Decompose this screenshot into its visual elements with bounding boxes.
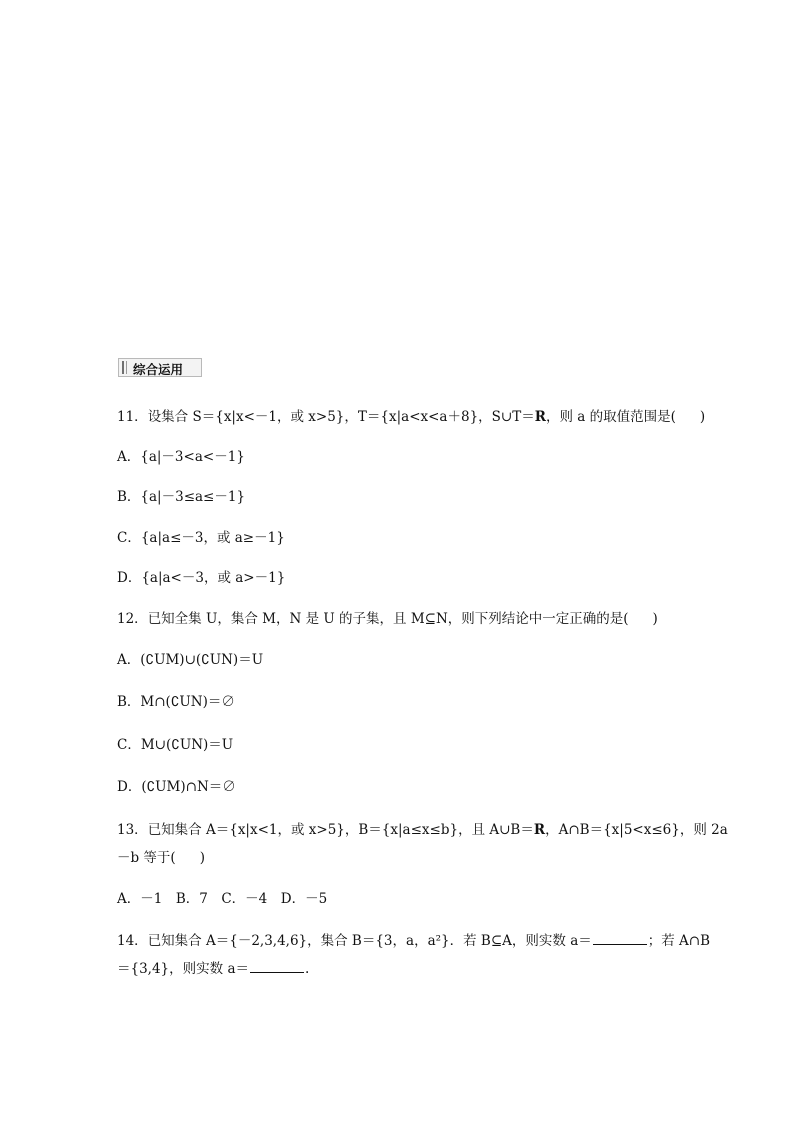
option-a: A．{a|－3<a<－1} [117,449,245,465]
section-header [118,358,202,377]
question-13-options: A．－1 B．7 C．－4 D．－5 [117,891,328,907]
question-number: 14． [117,933,148,949]
section-header-bar [122,361,124,374]
question-text: －b 等于( [117,850,176,866]
option-a: A．(∁UM)∪(∁UN)＝U [117,652,264,668]
real-numbers-symbol: R [534,409,546,425]
question-text: ，则 a 的取值范围是( [545,409,676,425]
question-text: 设集合 S＝{x|x<－1，或 x>5}，T＝{x|a<x<a＋8}，S∪T＝ [147,409,535,425]
question-text: ，A∩B＝{x|5<x≤6}，则 2a [545,822,728,838]
question-14-stem-cont [117,960,309,978]
real-numbers-symbol: R [533,822,546,838]
answer-blank[interactable] [250,960,304,973]
question-number: 13． [117,822,148,838]
close-paren: ) [199,850,205,866]
question-13-stem-cont [117,849,205,867]
question-text: 已知全集 U，集合 M，N 是 U 的子集，且 M⊆N，则下列结论中一定正确的是( [147,611,629,627]
question-12-stem [117,610,658,628]
section-title: 综合运用 [133,362,184,377]
question-13-stem [117,821,728,839]
section-header-bar [126,361,127,374]
option-b: B．{a|－3≤a≤－1} [117,489,246,505]
option-d: D．(∁UM)∩N＝∅ [117,779,236,795]
question-number: 11． [117,409,148,425]
option-d: D．{a|a<－3，或 a>－1} [117,570,286,586]
period: . [305,961,310,977]
question-text: ；若 A∩B [647,933,711,949]
question-number: 12． [117,611,148,627]
question-text: 已知集合 A＝{－2,3,4,6}，集合 B＝{3，a，a²}．若 B⊆A，则实数 a＝ [147,933,592,949]
close-paren: ) [652,611,658,627]
option-c: C．{a|a≤－3，或 a≥－1} [117,530,285,546]
question-11-stem [117,408,705,426]
close-paren: ) [699,409,706,425]
answer-blank[interactable] [593,932,647,945]
question-text: 已知集合 A＝{x|x<1，或 x>5}，B＝{x|a≤x≤b}，且 A∪B＝ [147,822,534,838]
question-text: ＝{3,4}，则实数 a＝ [117,961,249,977]
question-14-stem [117,932,710,950]
option-b: B．M∩(∁UN)＝∅ [117,694,235,710]
option-c: C．M∪(∁UN)＝U [117,737,234,753]
